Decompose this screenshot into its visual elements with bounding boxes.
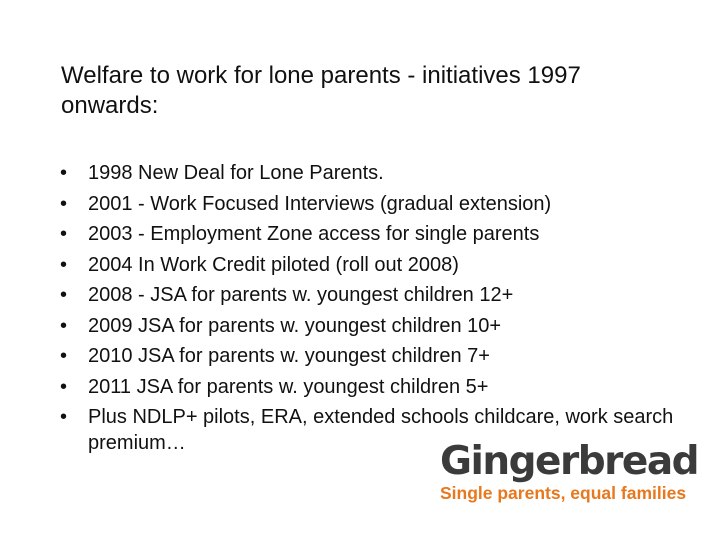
bullet-dot: •: [60, 345, 68, 367]
bullet-item: [60, 221, 680, 247]
bullet-item: [60, 252, 680, 278]
bullet-dot: •: [60, 253, 68, 276]
bullet-item: [60, 313, 680, 339]
bullet-dot: •: [60, 375, 68, 398]
bullet-item: [60, 160, 680, 186]
bullet-dot: •: [60, 314, 68, 337]
logo-tagline: Single parents, equal families: [440, 483, 687, 503]
bullet-text: 2008 - JSA for parents w. youngest children 12+: [88, 284, 514, 306]
bullet-text: 2003 - Employment Zone access for single parents: [88, 223, 540, 245]
bullet-dot: •: [60, 284, 68, 306]
bullet-text: 2001 - Work Focused Interviews (gradual extension): [88, 192, 552, 215]
gingerbread-logo: [440, 439, 700, 504]
bullet-text: 2010 JSA for parents w. youngest children 7+: [88, 345, 490, 367]
bullet-dot: •: [60, 162, 68, 184]
logo-wordmark: Gingerbread: [440, 439, 699, 484]
bullet-dot: •: [60, 223, 68, 245]
bullet-list: [60, 160, 680, 461]
bullet-item: [60, 374, 680, 400]
bullet-item: [60, 191, 680, 217]
bullet-text: 1998 New Deal for Lone Parents.: [88, 162, 384, 184]
bullet-item: [60, 282, 680, 308]
slide-title: Welfare to work for lone parents - initiatives 1997 onwards:: [61, 62, 581, 119]
bullet-text: 2004 In Work Credit piloted (roll out 2008): [88, 253, 459, 276]
bullet-item: [60, 343, 680, 369]
bullet-text: 2011 JSA for parents w. youngest children 5+: [88, 375, 489, 398]
bullet-dot: •: [60, 406, 68, 428]
bullet-text: 2009 JSA for parents w. youngest children 10+: [88, 314, 502, 337]
bullet-dot: •: [60, 192, 68, 215]
bullet-text: Plus NDLP+ pilots, ERA, extended schools childcare, work search premium…: [88, 406, 674, 454]
